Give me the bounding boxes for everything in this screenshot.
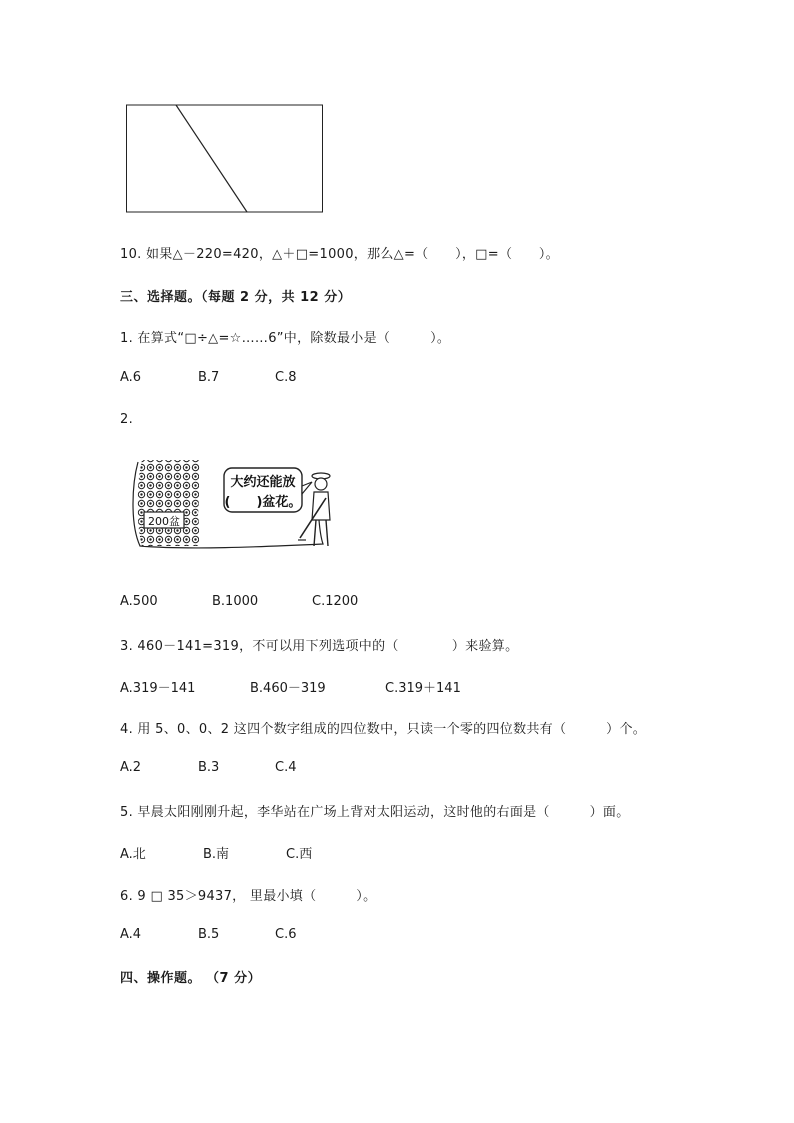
question-4: 4. 用 5、0、0、2 这四个数字组成的四位数中，只读一个零的四位数共有（ ）个。 xyxy=(120,722,647,737)
q6-option-a: A.4 xyxy=(120,927,142,942)
flower-bed-illustration xyxy=(128,454,343,554)
q2-option-c: C.1200 xyxy=(312,594,359,609)
speech-line-1: 大约还能放 xyxy=(230,475,296,490)
q3-option-b: B.460－319 xyxy=(250,681,326,696)
q5-option-b: B.南 xyxy=(203,847,230,862)
q2-option-b: B.1000 xyxy=(212,594,259,609)
q4-option-b: B.3 xyxy=(198,760,220,775)
q1-option-b: B.7 xyxy=(198,370,220,385)
q3-option-a: A.319－141 xyxy=(120,681,196,696)
q5-option-c: C.西 xyxy=(286,847,313,862)
speech-line-2: ( )盆花。 xyxy=(224,495,302,510)
section-4-heading: 四、操作题。 （7 分） xyxy=(120,971,262,986)
question-10: 10. 如果△－220=420，△＋□=1000，那么△=（ ），□=（ ）。 xyxy=(120,247,559,262)
question-6: 6. 9 □ 35＞9437， 里最小填（ ）。 xyxy=(120,889,377,904)
q6-option-b: B.5 xyxy=(198,927,220,942)
question-3: 3. 460－141=319，不可以用下列选项中的（ ）来验算。 xyxy=(120,639,519,654)
section-3-heading: 三、选择题。（每题 2 分，共 12 分） xyxy=(120,290,352,305)
q1-option-a: A.6 xyxy=(120,370,142,385)
q5-option-a: A.北 xyxy=(120,847,146,862)
question-2: 2. xyxy=(120,412,134,427)
q1-option-c: C.8 xyxy=(275,370,297,385)
rectangle-figure xyxy=(126,104,324,214)
q3-option-c: C.319＋141 xyxy=(385,681,461,696)
q6-option-c: C.6 xyxy=(275,927,297,942)
question-5: 5. 早晨太阳刚刚升起，李华站在广场上背对太阳运动，这时他的右面是（ ）面。 xyxy=(120,805,630,820)
q4-option-c: C.4 xyxy=(275,760,297,775)
q4-option-a: A.2 xyxy=(120,760,142,775)
q2-option-a: A.500 xyxy=(120,594,158,609)
question-1: 1. 在算式“□÷△=☆……6”中，除数最小是（ ）。 xyxy=(120,331,451,346)
sign-label: 200盆 xyxy=(148,515,180,528)
